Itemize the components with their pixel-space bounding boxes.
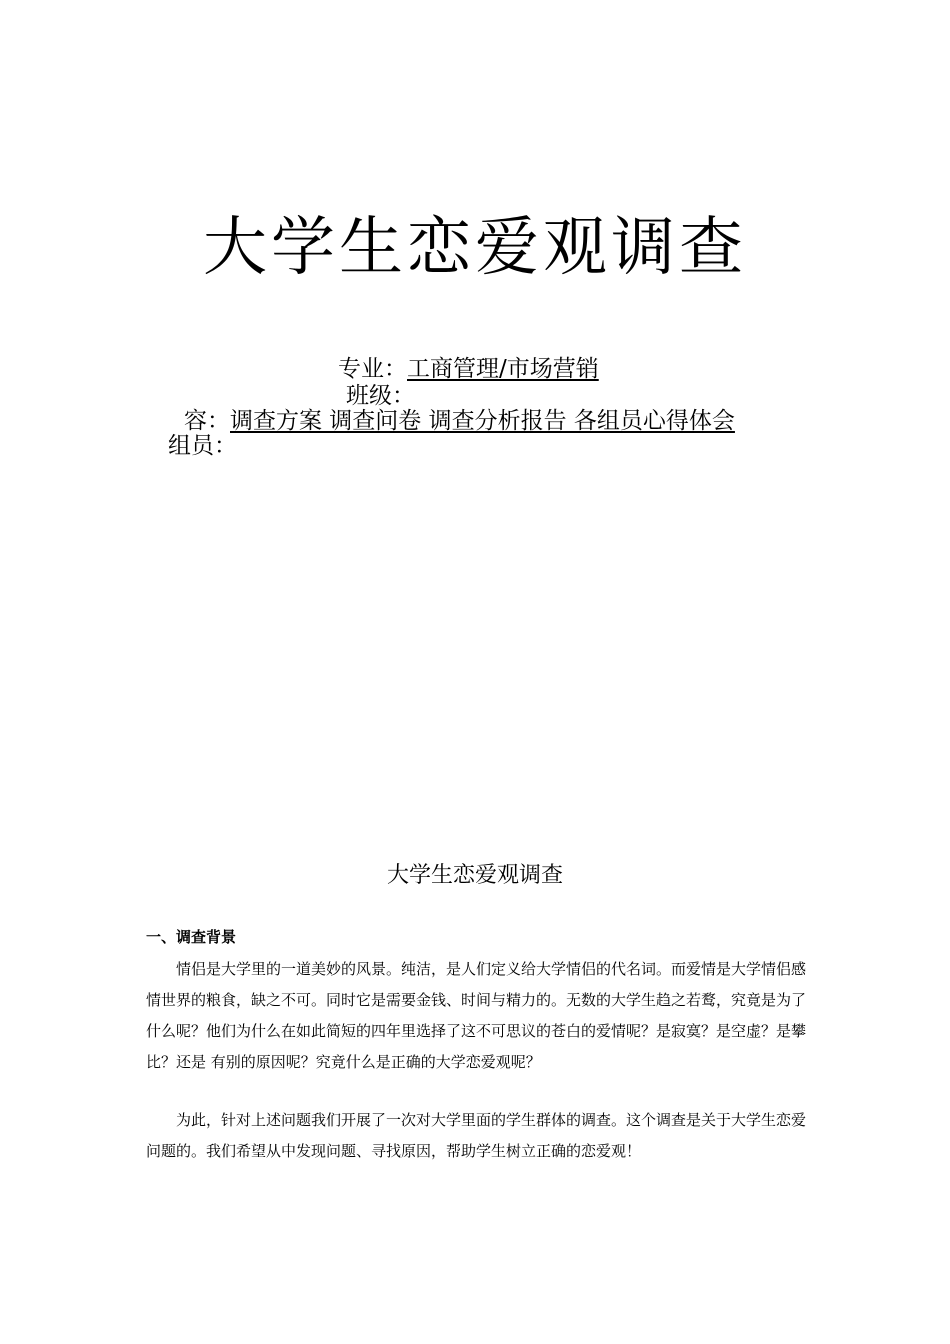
members-line (168, 433, 237, 459)
members-label: 组员： (168, 433, 237, 459)
major-label: 专业： (338, 356, 407, 382)
major-value: 工商管理/市场营销 (407, 356, 599, 382)
background-paragraph-2: 为此，针对上述问题我们开展了一次对大学里面的学生群体的调查。这个调查是关于大学生恋爱问题的。我们希望从中发现问题、寻找原因，帮助学生树立正确的恋爱观！ (146, 1111, 807, 1160)
background-paragraph-1: 情侣是大学里的一道美妙的风景。纯洁，是人们定义给大学情侣的代名词。而爱情是大学情侣感情世界的粮食，缺之不可。同时它是需要金钱、时间与精力的。无数的大学生趋之若鹜，究竟是为了什么呢？他们为什么在如此简短的四年里选择了这不可思议的苍白的爱情呢？是寂寞？是空虚？是攀比？还是 有别的原因呢？究竟什么是正确的大学恋爱观呢？ (146, 960, 807, 1071)
report-title: 大学生恋爱观调查 (386, 863, 563, 888)
cover-title: 大学生恋爱观调查 (203, 211, 747, 285)
content-value: 调查方案 调查问卷 调查分析报告 各组员心得体会 (230, 408, 735, 434)
major-line (338, 356, 599, 382)
section-heading-background: 一、调查背景 (146, 928, 237, 946)
class-label: 班级： (346, 383, 415, 409)
content-line (184, 408, 735, 434)
class-line (346, 383, 415, 409)
content-label: 容： (184, 408, 230, 434)
